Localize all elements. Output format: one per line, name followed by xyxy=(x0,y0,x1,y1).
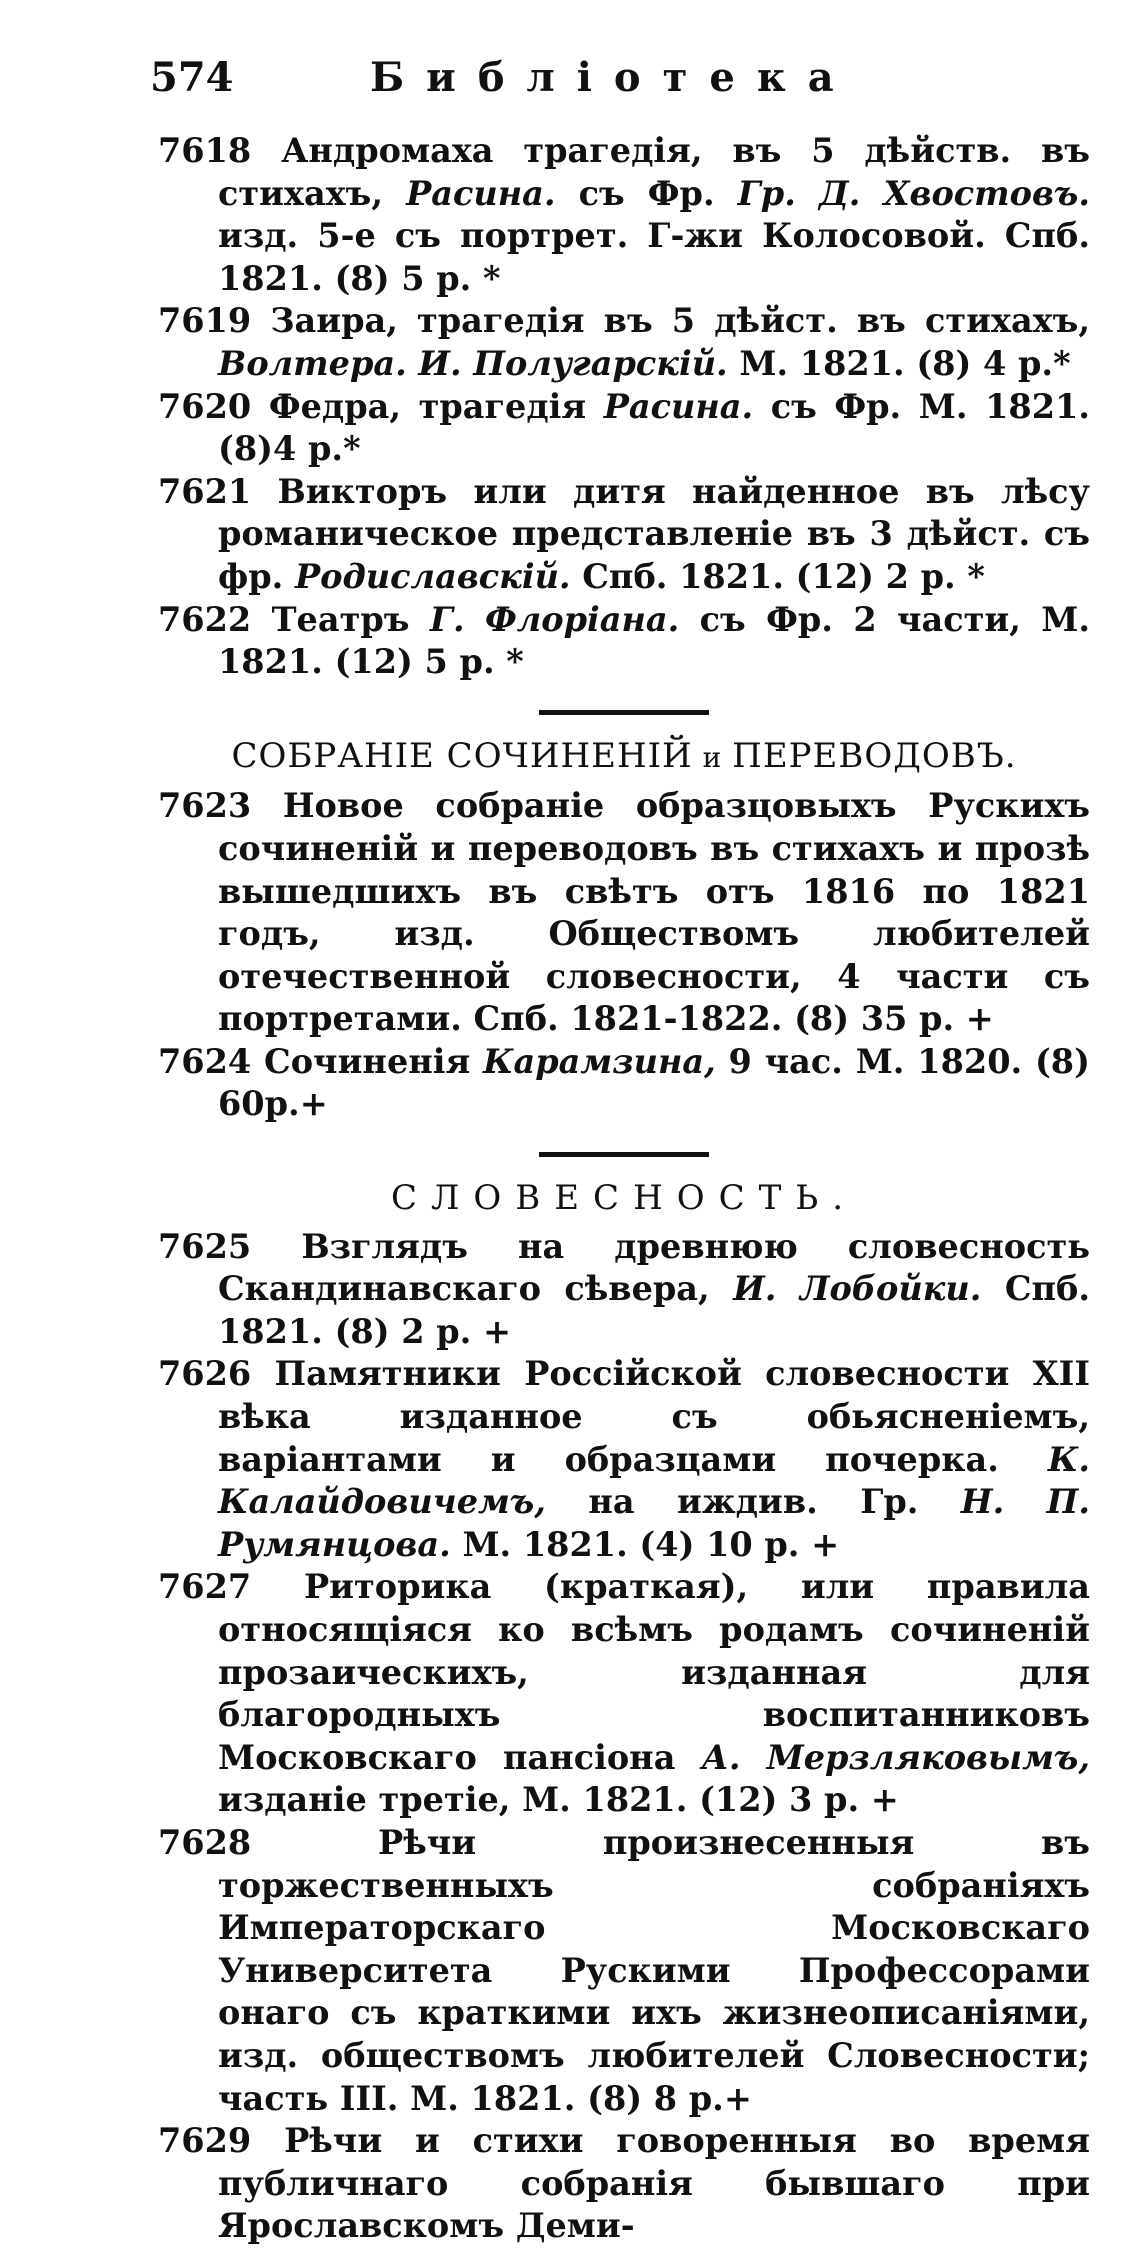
entry-text: М. 1821. (4) 10 р. + xyxy=(450,1524,840,1564)
entry-number: 7621 xyxy=(158,471,252,511)
catalog-entry xyxy=(158,1822,1090,2120)
entry-number: 7629 xyxy=(158,2121,252,2161)
catalog-entry xyxy=(158,2120,1090,2248)
entry-text: изданіе третіе, М. 1821. (12) 3 р. + xyxy=(218,1780,899,1820)
entry-text: съ Фр. xyxy=(555,173,738,213)
entry-text: 9 час. М. 1820. (8) 60р.+ xyxy=(218,1041,1090,1124)
running-head: Библіотека xyxy=(370,54,856,101)
entry-text: Спб. 1821. (8) 2 р. + xyxy=(218,1269,1091,1351)
entry-number: 7622 xyxy=(158,599,252,639)
section-title-literature: СЛОВЕСНОСТЬ. xyxy=(390,1178,857,1219)
catalog-entry xyxy=(158,130,1090,300)
entry-text: Рѣчи произнесенныя въ торжественныхъ собраніяхъ Императорскаго Московскаго Университета Рускими Профессорами онаго съ краткими ихъ жизнеописаніями, изд. обществомъ любителей Словесности; часть III. М. 1821. (8) 8 р.+ xyxy=(218,1822,1090,2118)
entry-text: на иждив. Гр. xyxy=(545,1482,961,1522)
catalog-entry xyxy=(158,300,1090,385)
entry-text: Памятники Россійской словесности XII вѣка изданное съ обьясненіемъ, варіантами и образцами почерка. xyxy=(218,1354,1090,1479)
entry-text: Рѣчи и стихи говоренныя во время публичнаго собранія бывшаго при Ярославскомъ Деми- xyxy=(218,2121,1090,2246)
section-rule xyxy=(539,710,709,715)
entry-author: А. Мерзляковымъ, xyxy=(701,1737,1090,1777)
entry-author: Расина. xyxy=(603,386,754,426)
entry-number: 7624 xyxy=(158,1041,252,1081)
entry-text: съ Фр. М. 1821. (8)4 р.* xyxy=(218,386,1090,469)
entry-author: Расина. xyxy=(406,173,556,213)
entry-text: изд. 5-е съ портрет. Г-жи Колосовой. Спб. 1821. (8) 5 р. * xyxy=(218,216,1090,298)
section-title-collections xyxy=(158,735,1090,780)
section-title-end: ПЕРЕВОДОВЪ. xyxy=(732,735,1017,776)
catalog-entry xyxy=(158,1041,1090,1126)
catalog-entry xyxy=(158,1226,1090,1354)
section-rule xyxy=(539,1152,709,1157)
entry-author: Г. Флоріана. xyxy=(429,599,680,639)
entry-number: 7623 xyxy=(158,786,252,826)
entry-number: 7618 xyxy=(158,131,252,170)
entries-mid xyxy=(158,785,1090,1126)
entry-number: 7628 xyxy=(158,1822,252,1862)
entry-text: М. 1821. (8) 4 р.* xyxy=(727,343,1071,383)
catalog-entry xyxy=(158,386,1090,471)
entry-text: Театръ xyxy=(271,599,430,639)
entries-bottom xyxy=(158,1226,1090,2248)
entry-text: Спб. 1821. (12) 2 р. * xyxy=(570,556,985,596)
entry-text: Взглядъ на древнюю словесность Скандинавскаго сѣвера, xyxy=(218,1226,1090,1309)
page-content xyxy=(158,130,1090,2248)
entries-top xyxy=(158,130,1090,684)
catalog-entry xyxy=(158,599,1090,684)
entry-text: съ Фр. 2 части, М. 1821. (12) 5 р. * xyxy=(218,599,1091,682)
catalog-entry xyxy=(158,1353,1090,1566)
catalog-entry xyxy=(158,785,1090,1041)
entry-author: Гр. Д. Хвостовъ. xyxy=(737,173,1090,213)
entry-text: Риторика (краткая), или правила относящіяся ко всѣмъ родамъ сочиненій прозаическихъ, изданная для благородныхъ воспитанниковъ Московскаго пансіона xyxy=(218,1567,1090,1777)
entry-author: К. Калайдовичемъ, xyxy=(218,1439,1090,1522)
entry-text: Федра, трагедія xyxy=(268,386,604,426)
entry-author: Карамзина, xyxy=(483,1041,716,1081)
entry-text: Сочиненія xyxy=(264,1041,484,1081)
catalog-entry xyxy=(158,471,1090,599)
entry-number: 7626 xyxy=(158,1354,252,1394)
entry-number: 7620 xyxy=(158,386,252,426)
entry-text: Андромаха трагедія, въ 5 дѣйств. въ стихахъ, xyxy=(218,131,1090,213)
catalog-entry xyxy=(158,1566,1090,1822)
page-header xyxy=(150,48,1030,118)
entry-text: Новое собраніе образцовыхъ Рускихъ сочиненій и переводовъ въ стихахъ и прозѣ вышедшихъ въ свѣтъ отъ 1816 по 1821 годъ, изд. Обществомъ любителей отечественной словесности, 4 части съ портретами. Спб. 1821-1822. (8) 35 р. + xyxy=(218,786,1090,1039)
entry-author: Н. П. Румянцова. xyxy=(218,1482,1090,1564)
entry-text: Заира, трагедія въ 5 дѣйст. въ стихахъ, xyxy=(270,301,1090,341)
entry-author: Волтера. И. Полугарскій. xyxy=(218,343,728,383)
entry-text: Викторъ или дитя найденное въ лѣсу романическое представленіе въ 3 дѣйст. съ фр. xyxy=(218,471,1090,596)
entry-number: 7625 xyxy=(158,1226,252,1266)
entry-author: Родиславскій. xyxy=(294,556,571,596)
entry-author: И. Лобойки. xyxy=(733,1269,982,1309)
entry-number: 7619 xyxy=(158,301,252,341)
entry-number: 7627 xyxy=(158,1567,252,1607)
section-title-main: СОБРАНІЕ СОЧИНЕНІЙ xyxy=(231,735,693,776)
page-number: 574 xyxy=(150,54,234,101)
section-title-conj: и xyxy=(692,740,733,774)
